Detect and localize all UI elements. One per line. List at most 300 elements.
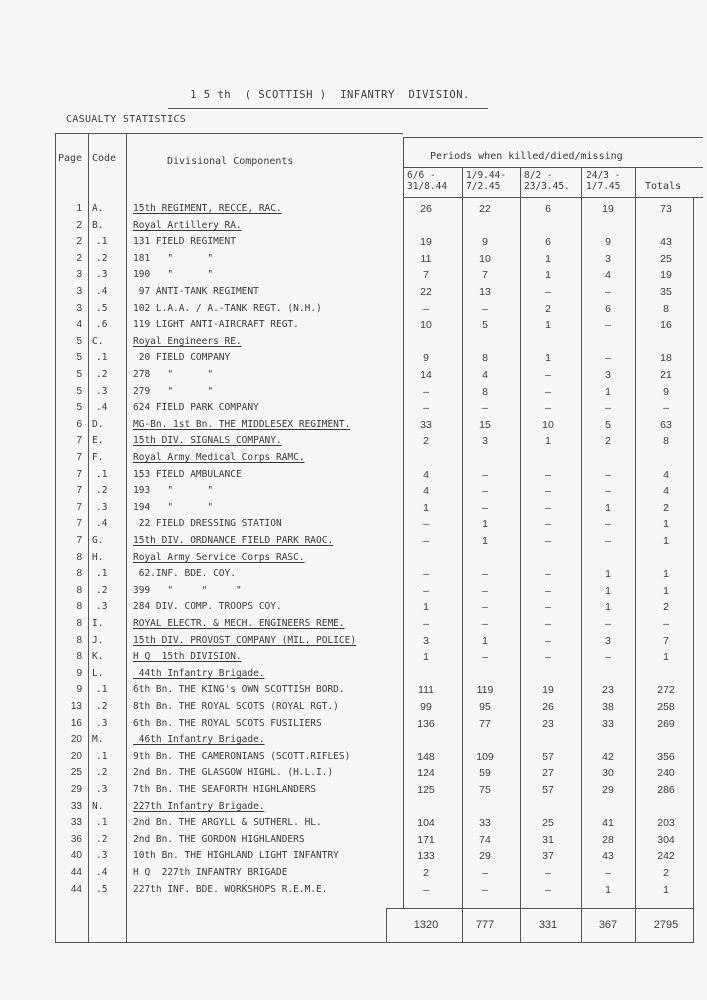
total-period-2: 777 bbox=[475, 919, 495, 931]
row-code: .1 bbox=[96, 352, 108, 364]
row-period-4: – bbox=[605, 319, 611, 332]
table-row bbox=[0, 400, 707, 416]
row-component: 7th Bn. THE SEAFORTH HIGHLANDERS bbox=[133, 784, 317, 795]
row-code: .2 bbox=[96, 833, 108, 845]
header-page: Page bbox=[58, 153, 83, 164]
row-total: 1 bbox=[663, 584, 669, 597]
row-period-3: 1 bbox=[545, 252, 551, 265]
row-component: 15th DIV. ORDNANCE FIELD PARK RAOC. bbox=[133, 535, 334, 546]
row-period-2: 1 bbox=[482, 634, 488, 647]
document-title: 1 5 th ( SCOTTISH ) INFANTRY DIVISION. bbox=[190, 89, 470, 101]
row-period-4: 30 bbox=[602, 767, 614, 780]
row-page: 3 bbox=[76, 286, 82, 297]
row-page: 7 bbox=[76, 501, 82, 513]
row-total: 19 bbox=[660, 269, 672, 282]
row-period-1: 124 bbox=[417, 767, 435, 780]
totals-row bbox=[0, 917, 707, 933]
row-total: 73 bbox=[660, 203, 672, 215]
row-period-3: 2 bbox=[545, 302, 551, 315]
grand-total: 2795 bbox=[653, 919, 679, 931]
row-period-2: 29 bbox=[479, 850, 491, 863]
row-period-4: 43 bbox=[602, 850, 614, 863]
row-period-2: 8 bbox=[482, 352, 488, 365]
row-period-2: 109 bbox=[476, 750, 494, 763]
row-period-3: – bbox=[545, 385, 551, 398]
row-page: 8 bbox=[76, 568, 82, 580]
row-total: 304 bbox=[657, 833, 675, 846]
title-underline bbox=[168, 108, 488, 109]
table-row bbox=[0, 732, 707, 748]
row-period-4: 1 bbox=[605, 568, 611, 581]
row-page: 7 bbox=[76, 518, 82, 530]
row-page: 3 bbox=[76, 269, 82, 281]
table-top-border-right bbox=[403, 137, 703, 138]
row-period-3: 1 bbox=[545, 352, 551, 365]
row-total: 286 bbox=[657, 784, 675, 796]
row-page: 13 bbox=[70, 701, 82, 712]
row-page: 44 bbox=[70, 883, 82, 895]
header-bottom-rule bbox=[403, 197, 703, 198]
row-total: 43 bbox=[660, 236, 672, 249]
row-component: 6th Bn. THE ROYAL SCOTS FUSILIERS bbox=[133, 717, 322, 729]
row-code: K. bbox=[92, 651, 104, 663]
row-period-4: – bbox=[605, 618, 611, 630]
row-period-1: 33 bbox=[420, 418, 432, 431]
table-row bbox=[0, 633, 707, 649]
row-code: F. bbox=[92, 452, 104, 463]
row-component: 15th REGIMENT, RECCE, RAC. bbox=[133, 203, 282, 214]
row-page: 40 bbox=[70, 850, 82, 862]
row-total: 242 bbox=[657, 850, 675, 863]
row-period-2: 77 bbox=[479, 717, 491, 730]
row-period-3: – bbox=[545, 867, 551, 879]
row-page: 7 bbox=[76, 535, 82, 546]
row-page: 44 bbox=[70, 867, 82, 878]
row-period-1: – bbox=[423, 302, 429, 315]
row-period-2: – bbox=[482, 302, 488, 315]
row-component: H Q 15th DIVISION. bbox=[133, 651, 242, 663]
row-period-1: 26 bbox=[420, 203, 432, 215]
row-period-2: 22 bbox=[479, 203, 491, 215]
row-period-1: 148 bbox=[417, 750, 435, 763]
row-period-1: 2 bbox=[423, 867, 429, 879]
section-heading: CASUALTY STATISTICS bbox=[66, 114, 187, 125]
table-row bbox=[0, 317, 707, 333]
row-period-4: 41 bbox=[602, 817, 614, 830]
row-page: 5 bbox=[76, 369, 82, 380]
row-period-1: 1 bbox=[423, 651, 429, 664]
table-row bbox=[0, 251, 707, 267]
row-total: 35 bbox=[660, 286, 672, 298]
row-period-1: 99 bbox=[420, 701, 432, 713]
row-component: MG-Bn. 1st Bn. THE MIDDLESEX REGIMENT. bbox=[133, 418, 351, 430]
row-code: .2 bbox=[96, 701, 108, 712]
row-component: 190 " " bbox=[133, 269, 214, 281]
row-page: 33 bbox=[70, 817, 82, 829]
row-period-3: 25 bbox=[542, 817, 554, 830]
row-page: 8 bbox=[76, 551, 82, 563]
row-period-4: – bbox=[605, 352, 611, 365]
row-period-1: 104 bbox=[417, 817, 435, 830]
row-component: 62.INF. BDE. COY. bbox=[133, 568, 236, 580]
row-period-3: – bbox=[545, 286, 551, 298]
row-page: 8 bbox=[76, 651, 82, 663]
row-page: 8 bbox=[76, 584, 82, 596]
table-row bbox=[0, 815, 707, 831]
total-period-1: 1320 bbox=[413, 919, 439, 931]
row-period-1: 133 bbox=[417, 850, 435, 863]
row-period-2: – bbox=[482, 867, 488, 879]
table-row bbox=[0, 367, 707, 383]
row-period-2: – bbox=[482, 402, 488, 415]
row-period-4: – bbox=[605, 518, 611, 531]
row-code: G. bbox=[92, 535, 104, 546]
row-period-1: 1 bbox=[423, 501, 429, 514]
row-code: L. bbox=[92, 667, 104, 679]
row-total: 25 bbox=[660, 252, 672, 265]
row-period-2: 4 bbox=[482, 369, 488, 381]
row-period-4: – bbox=[605, 867, 611, 879]
row-code: .3 bbox=[96, 269, 108, 281]
row-period-1: 171 bbox=[417, 833, 435, 846]
row-period-2: 7 bbox=[482, 269, 488, 282]
row-code: D. bbox=[92, 418, 104, 430]
header-code: Code bbox=[92, 153, 117, 164]
row-total: 4 bbox=[663, 485, 669, 498]
table-row bbox=[0, 749, 707, 765]
table-row bbox=[0, 417, 707, 433]
row-period-4: – bbox=[605, 286, 611, 298]
header-period-4: 24/3 - 1/7.45 bbox=[586, 170, 621, 192]
row-period-2: – bbox=[482, 601, 488, 614]
row-page: 5 bbox=[76, 402, 82, 414]
row-component: 15th DIV. SIGNALS COMPANY. bbox=[133, 435, 282, 447]
table-row bbox=[0, 799, 707, 815]
row-period-4: – bbox=[605, 485, 611, 498]
row-code: .1 bbox=[96, 236, 108, 248]
row-period-1: 19 bbox=[420, 236, 432, 249]
row-total: 8 bbox=[663, 435, 669, 448]
row-component: Royal Army Service Corps RASC. bbox=[133, 551, 305, 563]
row-component: 279 " " bbox=[133, 385, 214, 397]
table-row bbox=[0, 566, 707, 582]
row-period-4: 3 bbox=[605, 634, 611, 647]
row-period-3: – bbox=[545, 584, 551, 597]
row-period-4: 1 bbox=[605, 584, 611, 597]
row-component: 131 FIELD REGIMENT bbox=[133, 236, 236, 248]
row-period-1: 10 bbox=[420, 319, 432, 332]
row-period-1: – bbox=[423, 618, 429, 630]
row-period-3: – bbox=[545, 535, 551, 547]
row-component: 22 FIELD DRESSING STATION bbox=[133, 518, 282, 530]
row-total: 18 bbox=[660, 352, 672, 365]
row-period-2: 8 bbox=[482, 385, 488, 398]
row-period-3: 1 bbox=[545, 319, 551, 332]
table-row bbox=[0, 616, 707, 632]
row-period-3: – bbox=[545, 883, 551, 896]
row-period-2: – bbox=[482, 568, 488, 581]
row-page: 16 bbox=[70, 717, 82, 729]
row-period-2: 74 bbox=[479, 833, 491, 846]
table-row bbox=[0, 516, 707, 532]
table-row bbox=[0, 218, 707, 234]
header-totals: Totals bbox=[645, 181, 682, 192]
row-page: 33 bbox=[70, 800, 82, 812]
row-period-4: 23 bbox=[602, 684, 614, 697]
row-period-3: 19 bbox=[542, 684, 554, 697]
row-period-3: – bbox=[545, 634, 551, 647]
row-period-3: 6 bbox=[545, 203, 551, 215]
row-period-2: – bbox=[482, 501, 488, 514]
row-total: 203 bbox=[657, 817, 675, 830]
row-total: 21 bbox=[660, 369, 672, 381]
row-period-2: 33 bbox=[479, 817, 491, 830]
row-component: 2nd Bn. THE GORDON HIGHLANDERS bbox=[133, 833, 305, 845]
row-period-4: 4 bbox=[605, 269, 611, 282]
row-component: 194 " " bbox=[133, 501, 214, 513]
row-period-2: – bbox=[482, 651, 488, 664]
row-component: ROYAL ELECTR. & MECH. ENGINEERS REME. bbox=[133, 618, 345, 629]
row-page: 8 bbox=[76, 601, 82, 613]
row-period-4: 38 bbox=[602, 701, 614, 713]
row-component: 97 ANTI-TANK REGIMENT bbox=[133, 286, 259, 297]
row-period-1: – bbox=[423, 568, 429, 581]
row-total: 9 bbox=[663, 385, 669, 398]
row-period-1: – bbox=[423, 518, 429, 531]
row-period-3: 1 bbox=[545, 435, 551, 448]
row-page: 20 bbox=[70, 734, 82, 746]
row-page: 7 bbox=[76, 468, 82, 480]
row-component: H Q 227th INFANTRY BRIGADE bbox=[133, 867, 288, 878]
row-period-4: 6 bbox=[605, 302, 611, 315]
row-page: 29 bbox=[70, 784, 82, 795]
row-period-1: – bbox=[423, 584, 429, 597]
row-component: 9th Bn. THE CAMERONIANS (SCOTT.RIFLES) bbox=[133, 750, 351, 762]
row-code: .4 bbox=[96, 286, 108, 297]
row-period-1: 111 bbox=[418, 684, 434, 697]
row-component: 227th Infantry Brigade. bbox=[133, 800, 265, 812]
table-row bbox=[0, 666, 707, 682]
row-code: .3 bbox=[96, 850, 108, 862]
row-page: 2 bbox=[76, 219, 82, 231]
row-component: 181 " " bbox=[133, 252, 214, 264]
table-row bbox=[0, 467, 707, 483]
table-row bbox=[0, 284, 707, 300]
row-period-2: – bbox=[482, 468, 488, 481]
row-period-1: – bbox=[423, 883, 429, 896]
row-total: 1 bbox=[663, 518, 669, 531]
row-code: I. bbox=[92, 618, 104, 629]
table-row bbox=[0, 433, 707, 449]
row-period-2: 15 bbox=[479, 418, 491, 431]
row-period-2: – bbox=[482, 883, 488, 896]
row-period-3: 26 bbox=[542, 701, 554, 713]
row-period-4: – bbox=[605, 651, 611, 664]
row-code: .2 bbox=[96, 485, 108, 497]
table-row bbox=[0, 832, 707, 848]
row-total: 1 bbox=[663, 535, 669, 547]
row-period-4: – bbox=[605, 402, 611, 415]
row-page: 7 bbox=[76, 452, 82, 463]
row-page: 7 bbox=[76, 435, 82, 447]
row-page: 6 bbox=[76, 418, 82, 430]
row-page: 3 bbox=[76, 302, 82, 314]
row-code: J. bbox=[92, 634, 104, 646]
row-component: 278 " " bbox=[133, 369, 214, 380]
row-code: .1 bbox=[96, 817, 108, 829]
row-period-2: 9 bbox=[482, 236, 488, 249]
row-period-4: 19 bbox=[602, 203, 614, 215]
table-row bbox=[0, 782, 707, 798]
row-period-4: 1 bbox=[605, 601, 611, 614]
header-period-1: 6/6 - 31/8.44 bbox=[407, 170, 448, 192]
row-page: 2 bbox=[76, 236, 82, 248]
row-period-1: 7 bbox=[423, 269, 429, 282]
row-period-3: – bbox=[545, 651, 551, 664]
row-page: 20 bbox=[70, 750, 82, 762]
row-page: 7 bbox=[76, 485, 82, 497]
row-page: 9 bbox=[76, 684, 82, 696]
row-total: 63 bbox=[660, 418, 672, 431]
row-component: Royal Artillery RA. bbox=[133, 219, 242, 231]
row-page: 1 bbox=[76, 203, 82, 214]
table-row bbox=[0, 699, 707, 715]
row-period-1: 3 bbox=[423, 634, 429, 647]
row-component: 284 DIV. COMP. TROOPS COY. bbox=[133, 601, 282, 613]
row-component: Royal Engineers RE. bbox=[133, 335, 242, 347]
row-component: 153 FIELD AMBULANCE bbox=[133, 468, 242, 480]
row-period-3: 23 bbox=[542, 717, 554, 730]
row-component: 10th Bn. THE HIGHLAND LIGHT INFANTRY bbox=[133, 850, 339, 862]
table-row bbox=[0, 583, 707, 599]
row-total: 272 bbox=[657, 684, 675, 697]
table-row bbox=[0, 882, 707, 898]
row-period-1: 22 bbox=[420, 286, 432, 298]
row-period-4: – bbox=[605, 468, 611, 481]
row-period-1: 9 bbox=[423, 352, 429, 365]
row-period-2: 75 bbox=[479, 784, 491, 796]
row-period-2: 5 bbox=[482, 319, 488, 332]
row-component: 399 " " " bbox=[133, 584, 242, 596]
row-period-2: 95 bbox=[479, 701, 491, 713]
row-page: 5 bbox=[76, 352, 82, 364]
row-total: 258 bbox=[657, 701, 675, 713]
row-period-3: – bbox=[545, 402, 551, 415]
row-code: .2 bbox=[96, 369, 108, 380]
row-total: 1 bbox=[663, 651, 669, 664]
row-page: 8 bbox=[76, 618, 82, 629]
row-code: .2 bbox=[96, 584, 108, 596]
row-period-3: – bbox=[545, 618, 551, 630]
row-code: .5 bbox=[96, 302, 108, 314]
row-period-2: 59 bbox=[479, 767, 491, 780]
header-period-2: 1/9.44- 7/2.45 bbox=[466, 170, 507, 192]
row-total: 7 bbox=[663, 634, 669, 647]
table-row bbox=[0, 848, 707, 864]
table-bottom-border bbox=[55, 942, 694, 943]
row-period-2: – bbox=[482, 485, 488, 498]
row-component: 6th Bn. THE KING's OWN SCOTTISH BORD. bbox=[133, 684, 345, 696]
row-total: 356 bbox=[657, 750, 675, 763]
row-period-1: 14 bbox=[420, 369, 432, 381]
row-total: 2 bbox=[663, 501, 669, 514]
row-code: .1 bbox=[96, 568, 108, 580]
row-period-1: 136 bbox=[417, 717, 435, 730]
row-period-1: 4 bbox=[423, 468, 429, 481]
row-code: .1 bbox=[96, 468, 108, 480]
row-total: 2 bbox=[663, 867, 669, 879]
row-page: 36 bbox=[70, 833, 82, 845]
row-period-4: 9 bbox=[605, 236, 611, 249]
row-period-1: 125 bbox=[417, 784, 435, 796]
row-component: 20 FIELD COMPANY bbox=[133, 352, 231, 364]
row-period-4: 1 bbox=[605, 501, 611, 514]
row-period-4: 3 bbox=[605, 252, 611, 265]
total-period-3: 331 bbox=[538, 919, 558, 931]
table-row bbox=[0, 599, 707, 615]
table-row bbox=[0, 533, 707, 549]
row-period-2: 119 bbox=[476, 684, 494, 697]
header-period-3: 8/2 - 23/3.45. bbox=[524, 170, 570, 192]
row-component: 46th Infantry Brigade. bbox=[133, 734, 265, 746]
row-total: 1 bbox=[663, 883, 669, 896]
row-period-4: 42 bbox=[602, 750, 614, 763]
row-total: – bbox=[663, 402, 669, 415]
row-period-3: 1 bbox=[545, 269, 551, 282]
row-period-3: – bbox=[545, 518, 551, 531]
row-code: .5 bbox=[96, 883, 108, 895]
row-period-1: – bbox=[423, 402, 429, 415]
row-period-4: – bbox=[605, 535, 611, 547]
table-row bbox=[0, 865, 707, 881]
table-row bbox=[0, 483, 707, 499]
total-period-4: 367 bbox=[598, 919, 618, 931]
row-period-2: – bbox=[482, 618, 488, 630]
row-total: 16 bbox=[660, 319, 672, 332]
table-row bbox=[0, 550, 707, 566]
row-component: 8th Bn. THE ROYAL SCOTS (ROYAL RGT.) bbox=[133, 701, 339, 712]
row-component: 119 LIGHT ANTI-AIRCRAFT REGT. bbox=[133, 319, 299, 331]
row-code: .4 bbox=[96, 867, 108, 878]
row-period-2: 1 bbox=[482, 518, 488, 531]
row-period-3: – bbox=[545, 601, 551, 614]
row-component: 44th Infantry Brigade. bbox=[133, 667, 265, 679]
row-code: .3 bbox=[96, 717, 108, 729]
row-period-4: 2 bbox=[605, 435, 611, 448]
row-code: .2 bbox=[96, 767, 108, 779]
row-page: 2 bbox=[76, 252, 82, 264]
row-code: .3 bbox=[96, 601, 108, 613]
row-code: .3 bbox=[96, 501, 108, 513]
row-code: E. bbox=[92, 435, 104, 447]
row-period-3: – bbox=[545, 369, 551, 381]
row-period-1: 1 bbox=[423, 601, 429, 614]
row-page: 8 bbox=[76, 634, 82, 646]
row-code: .3 bbox=[96, 784, 108, 795]
row-period-3: 57 bbox=[542, 750, 554, 763]
row-page: 9 bbox=[76, 667, 82, 679]
row-code: A. bbox=[92, 203, 104, 214]
row-component: 102 L.A.A. / A.-TANK REGT. (N.H.) bbox=[133, 302, 322, 314]
row-period-1: 4 bbox=[423, 485, 429, 498]
row-component: 2nd Bn. THE ARGYLL & SUTHERL. HL. bbox=[133, 817, 322, 829]
row-period-1: 11 bbox=[420, 252, 432, 265]
row-period-2: 10 bbox=[479, 252, 491, 265]
table-row bbox=[0, 334, 707, 350]
row-code: .4 bbox=[96, 518, 108, 530]
row-component: Royal Army Medical Corps RAMC. bbox=[133, 452, 305, 463]
row-component: 2nd Bn. THE GLASGOW HIGHL. (H.L.I.) bbox=[133, 767, 334, 779]
